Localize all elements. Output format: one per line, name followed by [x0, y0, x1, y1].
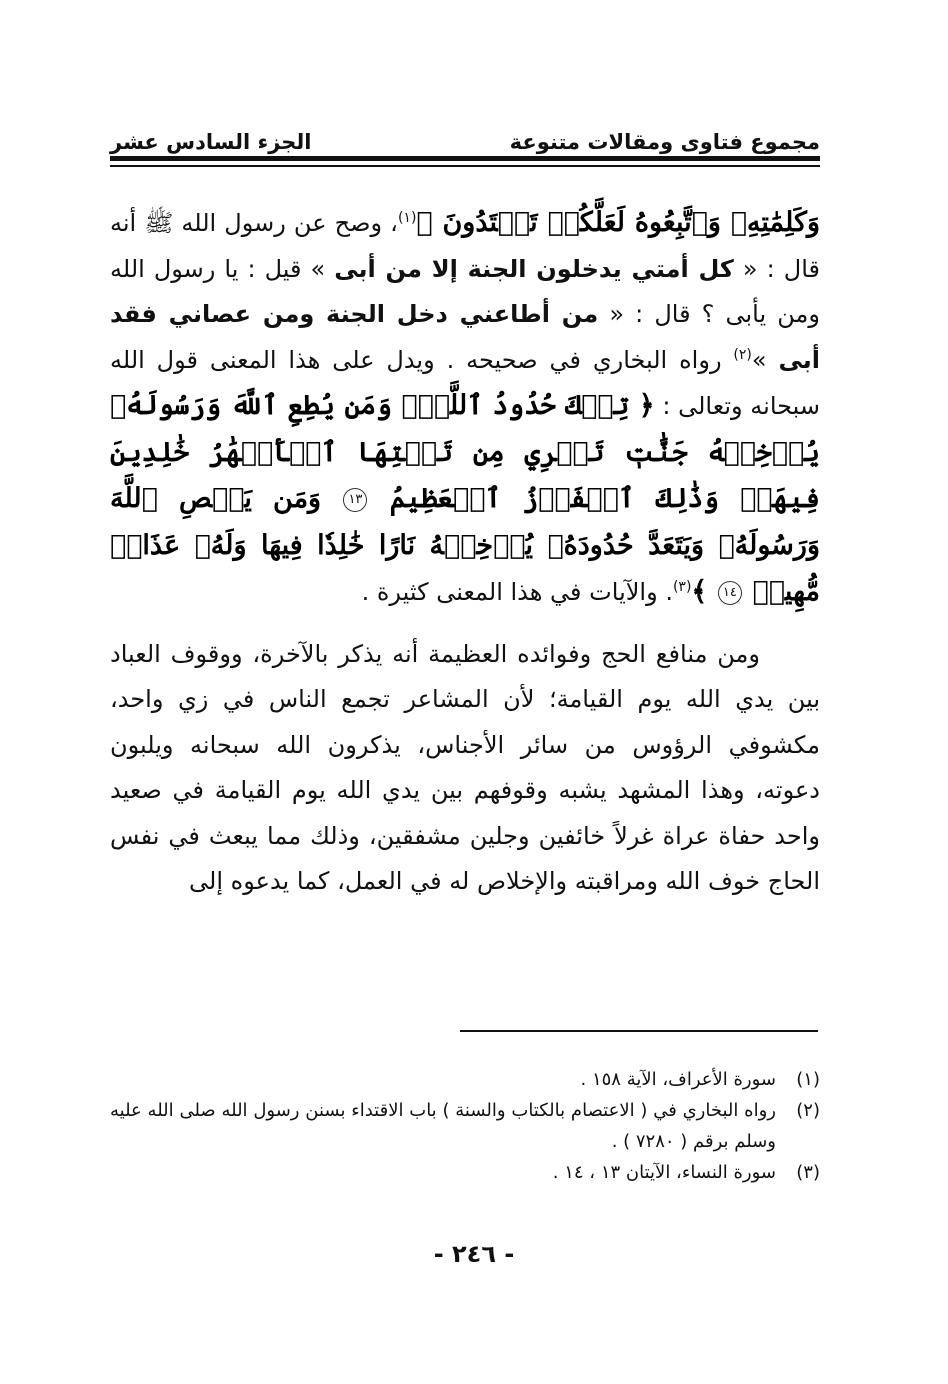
footnote-text: رواه البخاري في ( الاعتصام بالكتاب والسنة ) باب الاقتداء بسنن رسول الله صلى الله عليه وسلم برقم ( ٧٢٨٠ ) .: [110, 1100, 776, 1152]
quran-verse-1: وَكَلِمَٰتِهِۦ وَٱتَّبِعُوهُ لَعَلَّكُمۡ تَهۡتَدُونَ ﴾: [416, 207, 820, 238]
page-number: - ٢٤٦ -: [433, 1240, 515, 1268]
text-segment: »: [751, 345, 779, 374]
volume-label: الجزء السادس عشر: [110, 130, 312, 154]
paragraph-2: ومن منافع الحج وفوائده العظيمة أنه يذكر بالآخرة، ووقوف العباد بين يدي الله يوم القيامة؛ لأن المشاعر تجمع الناس في زي واحد، مكشوفي الرؤوس من سائر الأجناس، يذكرون الله سبحانه ويلبون دعوته، وهذا المشهد يشبه وقوفهم بين يدي الله يوم القيامة في صعيد واحد حفاة عراة غرلاً خائفين وجلين مشفقين، وذلك مما يبعث في نفس الحاج خوف الله ومراقبته والإخلاص له في العمل، كما يدعوه إلى: [110, 639, 820, 895]
footnote-item: [110, 1157, 820, 1188]
paragraph-1: [110, 200, 820, 616]
footnote-ref-3: (٣): [672, 579, 692, 595]
footnote-number: (٢): [796, 1100, 820, 1121]
header-rule-thick: [110, 156, 820, 161]
header-rule-thin: [110, 165, 820, 167]
footnote-text: سورة النساء، الآيتان ١٣ ، ١٤ .: [552, 1162, 776, 1183]
text-segment: » قيل : يا رسول الله ومن يأبى ؟ قال : «: [110, 254, 820, 328]
footnotes: [110, 1064, 820, 1188]
footnote-ref-2: (٢): [733, 346, 752, 363]
text-segment: ، وصح عن رسول الله ﷺ أنه قال : «: [110, 209, 820, 283]
footnote-separator: [460, 1030, 818, 1032]
text-segment: . والآيات في هذا المعنى كثيرة .: [361, 578, 673, 606]
hadith-quote-2: من أطاعني دخل الجنة ومن عصاني فقد أبى: [110, 300, 820, 374]
footnote-text: سورة الأعراف، الآية ١٥٨ .: [580, 1069, 776, 1090]
main-text: [110, 200, 820, 905]
quran-verse-2a: ﴿ تِلۡكَ حُدُودُ ٱللَّهِۚ وَمَن يُطِعِ ٱللَّهَ وَرَسُولَهُۥ يُدۡخِلۡهُ جَنَّٰتٖ تَجۡرِي مِن تَحۡتِهَا ٱلۡأَنۡهَٰرُ خَٰلِدِينَ فِيهَاۚ وَذَٰلِكَ ٱلۡفَوۡزُ ٱلۡعَظِيمُ: [110, 390, 820, 514]
quran-bracket-close: ﴾: [691, 576, 708, 607]
footnote-item: [110, 1064, 820, 1095]
text-segment: رواه البخاري في صحيحه . ويدل على هذا المعنى قول الله سبحانه وتعالى :: [110, 345, 820, 420]
ayah-number-13: ١٣: [343, 488, 367, 512]
ayah-number-14: ١٤: [718, 581, 742, 605]
running-header: [110, 118, 820, 154]
book-title: مجموع فتاوى ومقالات متنوعة: [509, 130, 820, 154]
footnote-item: [110, 1095, 820, 1157]
quran-verse-2b: وَمَن يَعۡصِ ٱللَّهَ وَرَسُولَهُۥ وَيَتَعَدَّ حُدُودَهُۥ يُدۡخِلۡهُ نَارًا خَٰلِدٗا فِيهَا وَلَهُۥ عَذَابٞ مُّهِينٞ: [110, 483, 820, 607]
footnote-ref-1: (١): [397, 210, 417, 226]
footnote-number: (٣): [796, 1162, 820, 1183]
footnote-number: (١): [796, 1069, 820, 1090]
hadith-quote-1: كل أمتي يدخلون الجنة إلا من أبى: [334, 254, 734, 283]
